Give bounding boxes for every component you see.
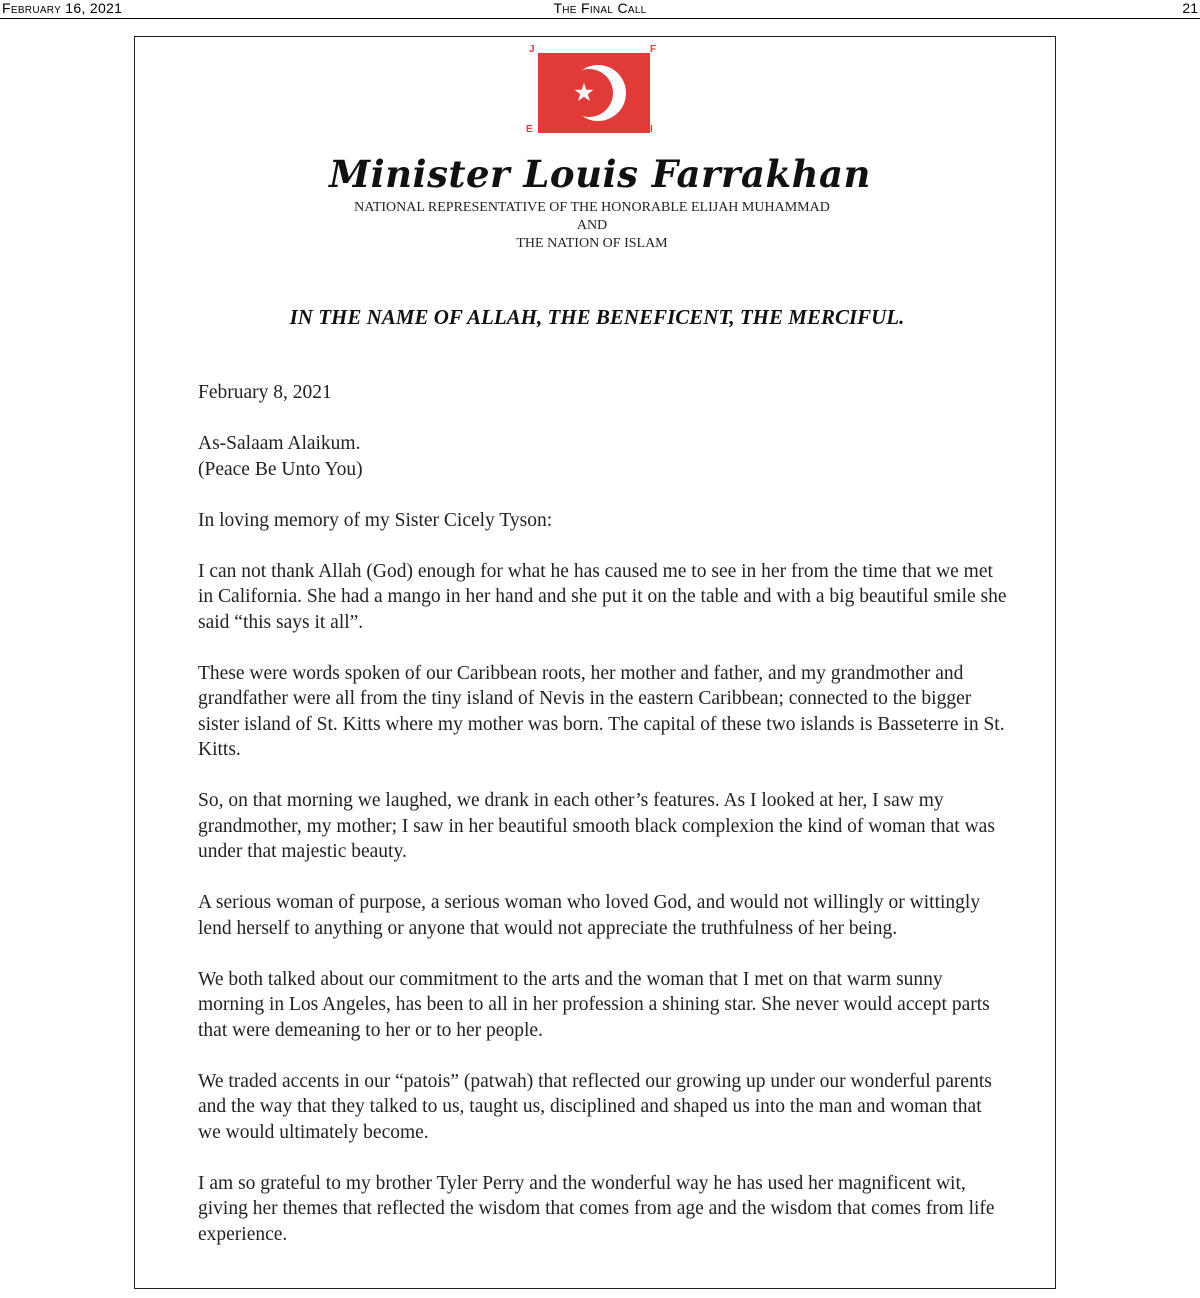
body-paragraph: So, on that morning we laughed, we drank in each other’s features. As I looked at her, I saw my grandmother, my mother; I saw in her beautiful smooth black complexion the kind of woman that was under that majestic beauty. (198, 790, 995, 862)
crescent-star-icon (538, 53, 650, 133)
greeting-line-2: (Peace Be Unto You) (198, 458, 363, 480)
flag-letter-j: J (529, 44, 535, 55)
flag-letter-e: E (526, 124, 533, 135)
flag-letter-f: F (650, 44, 657, 55)
rep-title-line-2: AND (576, 218, 608, 233)
greeting (198, 431, 1008, 482)
body-paragraph: I can not thank Allah (God) enough for what he has caused me to see in her from the time that we met in California. She had a mango in her hand and she put it on the table and with a big beautiful smile she said “this says it all”. (198, 560, 1007, 633)
dedication: In loving memory of my Sister Cicely Tyson: (198, 509, 553, 531)
rep-title-line-3: THE NATION OF ISLAM (516, 236, 668, 251)
body-paragraph: I am so grateful to my brother Tyler Perry and the wonderful way he has used her magnificent wit, giving her themes that reflected the wisdom that comes from age and the wisdom that comes from life experience. (198, 1172, 995, 1245)
page-number: 21 (1182, 0, 1198, 16)
publication-title: The Final Call (553, 0, 647, 16)
body-paragraph: These were words spoken of our Caribbean roots, her mother and father, and my grandmother and grandfather were all from the tiny island of Nevis in the eastern Caribbean; connected to the bigger sister island of St. Kitts where my mother was born. The capital of these two islands is Basseterre in St. Kitts. (198, 662, 1005, 760)
representative-title (0, 199, 1184, 253)
body-paragraph: We both talked about our commitment to the arts and the woman that I met on that warm sunny morning in Los Angeles, has been to all in her profession a shining star. She never would accept parts that were demeaning to her or to her people. (198, 968, 990, 1041)
letter-body (198, 380, 1008, 1273)
body-paragraph: A serious woman of purpose, a serious woman who loved God, and would not willingly or wittingly lend herself to anything or anyone that would not appreciate the truthfulness of her being. (198, 892, 981, 939)
minister-name-heading: Minister Louis Farrakhan (329, 152, 871, 196)
nation-of-islam-flag (522, 44, 658, 138)
basmala-heading: IN THE NAME OF ALLAH, THE BENEFICENT, THE MERCIFUL. (289, 305, 905, 329)
greeting-line-1: As-Salaam Alaikum. (198, 433, 361, 454)
rep-title-line-1: NATIONAL REPRESENTATIVE OF THE HONORABLE ELIJAH MUHAMMAD (354, 200, 830, 215)
page-header (0, 0, 1200, 19)
flag-letter-i: I (650, 124, 653, 135)
letter-date: February 8, 2021 (198, 382, 332, 403)
issue-date: February 16, 2021 (2, 0, 123, 16)
body-paragraph: We traded accents in our “patois” (patwah) that reflected our growing up under our wonderful parents and the way that they talked to us, taught us, disciplined and shaped us into the man and woman that we would ultimately become. (198, 1070, 992, 1143)
